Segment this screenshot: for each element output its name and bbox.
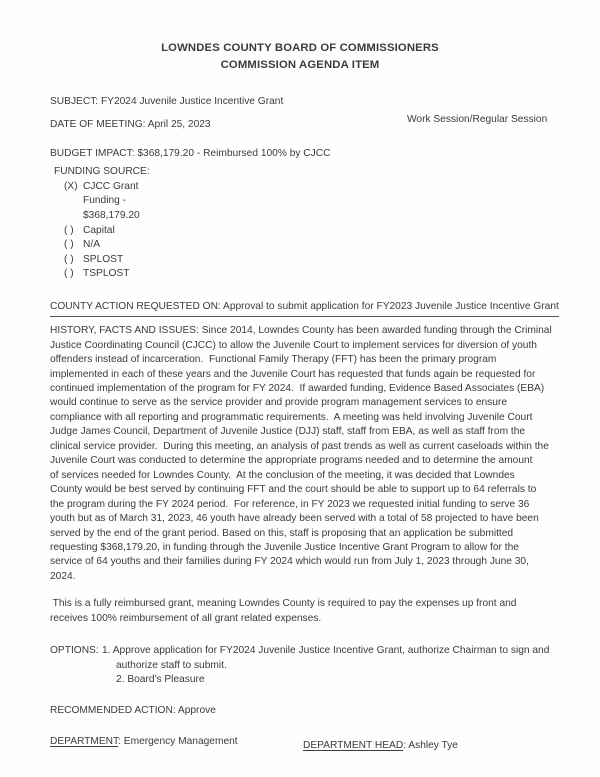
funding-option-amount: [50, 209, 559, 224]
funding-option-label: N/A: [83, 239, 100, 251]
funding-option-label: Capital: [83, 224, 115, 236]
history-line: implemented in each of these years and the Juvenile Court has requested that funds again be requested for: [50, 368, 536, 380]
options-label: OPTIONS:: [50, 645, 99, 657]
department-row: [50, 735, 559, 750]
history-line: service of 64 youths and their families during FY 2024 which would run from July 1, 2023 through June 30,: [50, 556, 529, 568]
history-line: of services needed for Lowndes County. At the conclusion of the meeting, it was decided that Lowndes: [50, 469, 515, 481]
document-header: [0, 0, 600, 73]
date-of-meeting-line: DATE OF MEETING: April 25, 2023: [50, 119, 211, 131]
department-field: [50, 735, 238, 749]
checkbox-mark: ( ): [64, 253, 74, 265]
reimbursement-note: [50, 597, 559, 626]
checkbox-mark: ( ): [64, 239, 74, 251]
department-head-value: : Ashley Tye: [403, 739, 458, 751]
subject-line: SUBJECT: FY2024 Juvenile Justice Incentive Grant: [50, 96, 284, 107]
session-type-note: Work Session/Regular Session: [407, 114, 548, 126]
funding-option-label: SPLOST: [83, 253, 124, 265]
budget-impact-line: BUDGET IMPACT: $368,179.20 - Reimbursed 100% by CJCC: [50, 148, 331, 160]
history-line: requesting $368,179.20, in funding through the Juvenile Justice Incentive Grant Program to allow for the: [50, 541, 519, 553]
organization-title: LOWNDES COUNTY BOARD OF COMMISSIONERS: [161, 42, 439, 54]
history-line: County would be best served by continuing FFT and the court should be able to support up to 64 referrals to: [50, 484, 537, 496]
funding-source-label: FUNDING SOURCE:: [54, 165, 150, 177]
document-body: [0, 95, 600, 750]
history-line: would continue to serve as the service provider and provide program management services to ensure: [50, 397, 507, 409]
history-line: 2024.: [50, 570, 76, 582]
checkbox-mark: ( ): [64, 268, 74, 280]
funding-option[interactable]: [50, 253, 559, 268]
funding-option[interactable]: [50, 180, 559, 195]
funding-option-label: Funding -: [83, 195, 127, 207]
recommended-action-line: RECOMMENDED ACTION: Approve: [50, 704, 216, 716]
county-action-requested-line: COUNTY ACTION REQUESTED ON: Approval to submit application for FY2023 Juvenile Justice Incentive Grant: [50, 300, 559, 317]
date-of-meeting-row: [50, 114, 559, 132]
department-head-field: [303, 739, 458, 753]
department-head-label: DEPARTMENT HEAD: [303, 739, 404, 751]
history-line: continued implementation of the program for FY 2024. If awarded funding, Evidence Based Associates (EBA): [50, 382, 545, 394]
options-section: [50, 644, 559, 688]
history-facts-and-issues: [50, 324, 559, 584]
funding-option[interactable]: [50, 238, 559, 253]
reimbursement-line: receives 100% reimbursement of all grant related expenses.: [50, 612, 322, 624]
document-title: COMMISSION AGENDA ITEM: [220, 59, 380, 71]
department-value: : Emergency Management: [118, 735, 238, 747]
history-line: HISTORY, FACTS AND ISSUES: Since 2014, Lowndes County has been awarded funding through the Criminal: [50, 325, 552, 337]
options-list: [50, 644, 559, 688]
funding-option[interactable]: [50, 267, 559, 282]
history-line: served by the end of the grant period. Based on this, staff is proposing that an application be submitted: [50, 527, 514, 539]
funding-option-label: CJCC Grant: [83, 180, 139, 192]
checkbox-mark: ( ): [64, 224, 74, 236]
history-line: clinical service provider. During this meeting, an analysis of past trends as well as current caseloads within the: [50, 440, 549, 452]
funding-option-label: $368,179.20: [83, 210, 140, 221]
reimbursement-line: This is a fully reimbursed grant, meaning Lowndes County is required to pay the expenses up front and: [50, 598, 517, 610]
funding-option[interactable]: [50, 224, 559, 239]
history-line: compliance with all reporting and programmatic requirements. A meeting was held involving Juvenile Court: [50, 411, 533, 423]
history-line: the program during the FY 2024 period. For reference, in FY 2023 we requested initial funding to serve 36: [50, 498, 530, 510]
checkbox-mark: (X): [64, 180, 78, 192]
option-item-2: 2. Board's Pleasure: [116, 674, 205, 686]
history-line: Juvenile Court was conducted to determine the appropriate programs needed and to determine the amount: [50, 455, 533, 467]
funding-option-label: TSPLOST: [83, 268, 130, 280]
option-item-1-continuation: authorize staff to submit.: [116, 659, 227, 671]
history-line: youth but as of March 31, 2023, 46 youth have already been served with a total of 58 projected to have been: [50, 513, 539, 525]
funding-option-continuation: [50, 194, 559, 209]
history-line: offenders instead of incarceration. Functional Family Therapy (FFT) has been the primary program: [50, 354, 497, 366]
history-line: Justice Coordinating Council (CJCC) to allow the Juvenile Court to implement services for diversion of youth: [50, 339, 537, 351]
history-line: Judge James Council, Department of Juvenile Justice (DJJ) staff, staff from EBA, as well as staff from the: [50, 426, 526, 438]
option-item-1: 1. Approve application for FY2024 Juvenile Justice Incentive Grant, authorize Chairman to sign and: [102, 645, 550, 657]
department-label: DEPARTMENT: [50, 735, 119, 747]
funding-source-list: [50, 180, 559, 282]
